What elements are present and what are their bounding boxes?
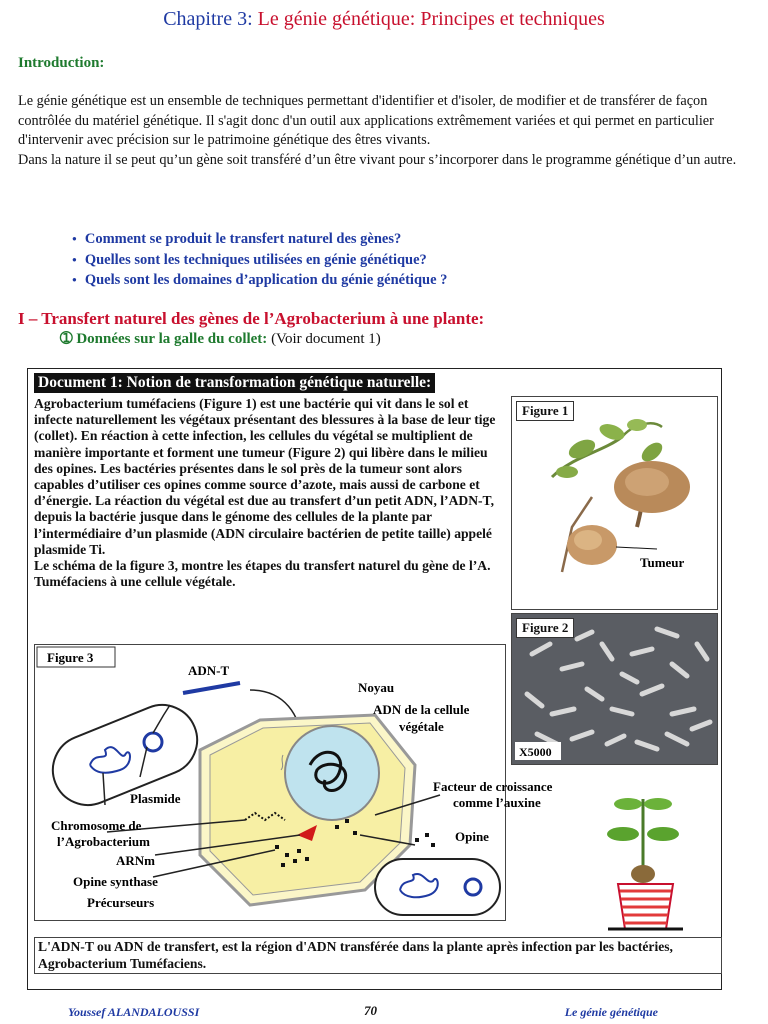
document-caption: L'ADN-T ou ADN de transfert, est la région d'ADN transférée dans la plante après infection par les bactéries, Agrobacterium Tuméfaciens. — [34, 937, 722, 974]
intro-paragraph — [18, 92, 750, 170]
chapter-number: Chapitre 3: — [163, 8, 253, 30]
question-item: ● Comment se produit le transfert naturel des gènes? — [72, 229, 447, 250]
document-text-2: Le schéma de la figure 3, montre les étapes du transfert naturel du gène de l’A. Tuméfaciens à une cellule végétale. — [34, 558, 491, 590]
document-text-1: Agrobacterium tuméfaciens (Figure 1) est une bactérie qui vit dans le sol et infecte naturellement les végétaux présentant des blessures à la base de leur tige (collet). En réaction à cette infection, les cellules du végétal se multiplient de manière importante et forment une tumeur (Figure 2) qui libère dans le milieu des opines. Les bactéries présentes dans le sol près de la tumeur sont alors capables d’utiliser ces opines comme source d’azote, mais aussi de carbone et d’énergie. La réaction du végétal est due au transfert d’un petit ADN, l’ADN-T, depuis la bactérie jusque dans le génome des cellules de la plante par l’intermédiaire d’un plasmide (ADN circulaire bactérien de petite taille) appelé plasmide Ti. — [34, 396, 496, 557]
footer-page-number: 70 — [364, 1003, 377, 1018]
intro-heading: Introduction: — [18, 55, 105, 71]
chapter-title: Le génie génétique: Principes et techniques — [257, 8, 605, 30]
subsection-label: Données sur la galle du collet: — [76, 331, 268, 347]
subsection-ref: (Voir document 1) — [271, 331, 381, 347]
figure-1 — [511, 396, 718, 610]
page-footer — [0, 1003, 768, 1023]
section-heading: I – Transfert naturel des gènes de l’Agrobacterium à une plante: — [18, 309, 485, 328]
precurseurs-label: Précurseurs — [87, 895, 155, 910]
footer-author: Youssef ALANDALOUSSI — [68, 1005, 200, 1019]
facteur-label-2: comme l’auxine — [453, 795, 541, 810]
intro-text-1: Le génie génétique est un ensemble de techniques permettant d'identifier et d'isoler, de modifier et de transférer de façon contrôlée du matériel génétique. Il s'agit donc d'un outil aux applications extrêmement variées et qui permet en particulier d'intervenir avec précision sur le patrimoine génétique des êtres vivants. — [18, 93, 714, 148]
document-1 — [27, 368, 722, 990]
figure-2-label: Figure 2 — [516, 618, 574, 638]
question-list — [72, 229, 447, 291]
subsection-heading — [60, 329, 381, 348]
opine-synthase-label: Opine synthase — [73, 874, 158, 889]
noyau-label: Noyau — [358, 680, 395, 695]
potted-plant-illustration — [588, 779, 718, 929]
arnm-label: ARNm — [116, 853, 155, 868]
tumeur-label: Tumeur — [640, 555, 685, 570]
adn-t-label: ADN-T — [188, 663, 230, 678]
bacterium-bottom — [375, 859, 500, 915]
facteur-label-1: Facteur de croissance — [433, 779, 553, 794]
chromosome-label-2: l’Agrobacterium — [57, 834, 150, 849]
adn-cellule-label-2: végétale — [399, 719, 444, 734]
question-item: ● Quels sont les domaines d’application du génie génétique ? — [72, 270, 447, 291]
page-title — [0, 8, 768, 31]
plasmide-label: Plasmide — [130, 791, 181, 806]
opine-label: Opine — [455, 829, 489, 844]
footer-topic: Le génie génétique — [564, 1005, 658, 1019]
document-body — [34, 396, 504, 590]
figure-1-photo — [512, 397, 717, 609]
intro-text-2: Dans la nature il se peut qu’un gène soit transféré d’un être vivant pour s’incorporer dans le programme génétique d’un autre. — [18, 151, 737, 168]
document-header: Document 1: Notion de transformation génétique naturelle: — [34, 373, 435, 393]
adn-cellule-label-1: ADN de la cellule — [373, 702, 470, 717]
subsection-marker: ➀ — [60, 331, 73, 347]
question-item: ● Quelles sont les techniques utilisées en génie génétique? — [72, 250, 447, 271]
figure-3-label: Figure 3 — [47, 650, 94, 665]
bacterium-top — [42, 694, 207, 815]
zoom-label: X5000 — [519, 745, 552, 759]
chromosome-label-1: Chromosome de — [51, 818, 142, 833]
figure-1-label: Figure 1 — [516, 401, 574, 421]
figure-2 — [511, 613, 718, 765]
